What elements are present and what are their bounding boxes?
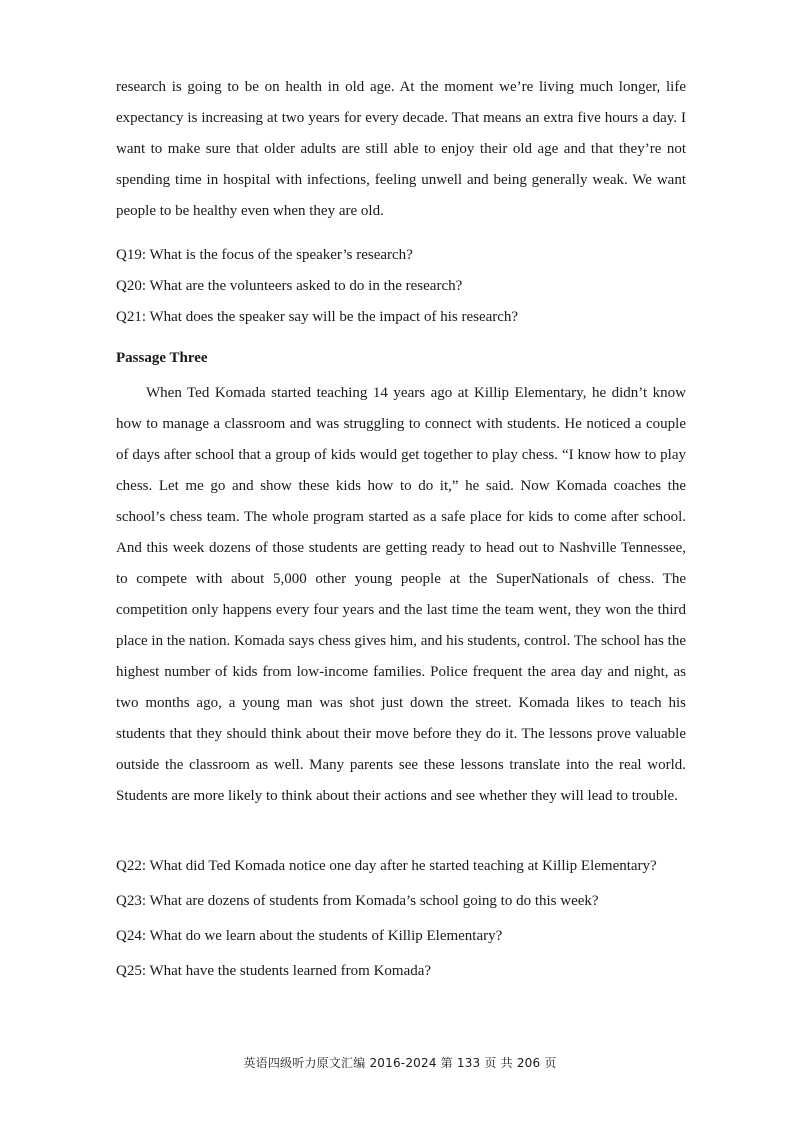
question-q23: Q23: What are dozens of students from Komada’s school going to do this week? bbox=[116, 893, 599, 909]
passage-paragraph: When Ted Komada started teaching 14 years ago at Killip Elementary, he didn’t know how to manage a classroom and was struggling to connect with students. He noticed a couple of days after school that a group of kids would get together to play chess. “I know how to play chess. Let me go and show these kids how to do it,” he said. Now Komada coaches the school’s chess team. The whole program started as a safe place for kids to come after school. And this week dozens of those students are getting ready to head out to Nashville Tennessee, to compete with about 5,000 other young people at the SuperNationals of chess. The competition only happens every four years and the last time the team went, they won the third place in the nation. Komada says chess gives him, and his students, control. The school has the highest number of kids from low-income families. Police frequent the area day and night, as two months ago, a young man was shot just down the street. Komada likes to teach his students that they should think about their move before they do it. The lessons prove valuable outside the classroom as well. Many parents see these lessons translate into the real world. Students are more likely to think about their actions and see whether they will lead to trouble. bbox=[116, 385, 686, 804]
question-q24: Q24: What do we learn about the students of Killip Elementary? bbox=[116, 928, 503, 944]
question-list-part1 bbox=[116, 240, 686, 333]
intro-paragraph: research is going to be on health in old age. At the moment we’re living much longer, life expectancy is increasing at two years for every decade. That means an extra five hours a day. I want to make sure that older adults are still able to enjoy their old age and that they’re not spending time in hospital with infections, feeling unwell and being generally weak. We want people to be healthy even when they are old. bbox=[116, 79, 686, 219]
question-q22: Q22: What did Ted Komada notice one day after he started teaching at Killip Elementary? bbox=[116, 858, 657, 874]
question-q21: Q21: What does the speaker say will be the impact of his research? bbox=[116, 309, 519, 325]
question-q25: Q25: What have the students learned from Komada? bbox=[116, 963, 432, 979]
page-footer bbox=[0, 1053, 800, 1073]
page-content bbox=[116, 72, 686, 989]
question-list-part2 bbox=[116, 849, 686, 989]
footer-page-info: 英语四级听力原文汇编 2016-2024 第 133 页 共 206 页 bbox=[243, 1056, 557, 1070]
question-q20: Q20: What are the volunteers asked to do in the research? bbox=[116, 278, 463, 294]
question-q19: Q19: What is the focus of the speaker’s research? bbox=[116, 247, 413, 263]
passage-title: Passage Three bbox=[116, 350, 208, 366]
